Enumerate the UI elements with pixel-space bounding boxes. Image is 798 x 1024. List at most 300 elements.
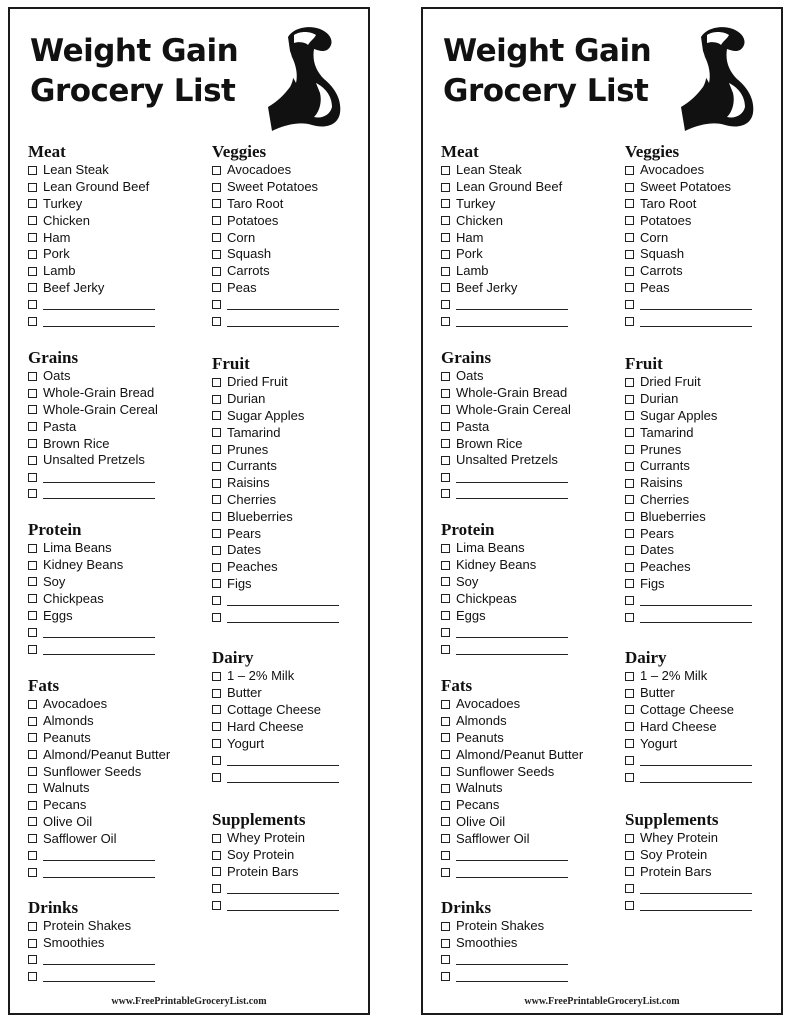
checkbox[interactable]: [212, 428, 221, 437]
checkbox[interactable]: [441, 939, 450, 948]
checkbox[interactable]: [441, 784, 450, 793]
checkbox[interactable]: [441, 199, 450, 208]
checkbox[interactable]: [625, 267, 634, 276]
section-title: Dairy: [212, 648, 254, 667]
section-title: Supplements: [625, 810, 719, 829]
write-in-line[interactable]: [43, 628, 155, 638]
checkbox[interactable]: [441, 183, 450, 192]
list-item: [28, 402, 158, 419]
checkbox[interactable]: [212, 579, 221, 588]
list-item: [212, 542, 339, 559]
list-item: [212, 441, 339, 458]
blank-entry: [441, 864, 583, 881]
checkbox[interactable]: [28, 439, 37, 448]
checkbox[interactable]: [625, 689, 634, 698]
list-item: [212, 685, 339, 702]
section-title: Fats: [441, 676, 473, 695]
write-in-line[interactable]: [43, 955, 155, 965]
checkbox[interactable]: [212, 495, 221, 504]
list-item: [212, 229, 339, 246]
blank-entry: [441, 469, 571, 486]
checkbox[interactable]: [625, 166, 634, 175]
checkbox[interactable]: [441, 628, 450, 637]
list-title: [30, 31, 238, 111]
checkbox[interactable]: [28, 561, 37, 570]
write-in-line[interactable]: [456, 489, 568, 499]
checkbox[interactable]: [441, 717, 450, 726]
list-item: [625, 702, 752, 719]
list-item: [212, 847, 339, 864]
write-in-line[interactable]: [640, 596, 752, 606]
section-title: Supplements: [212, 810, 306, 829]
checkbox[interactable]: [441, 267, 450, 276]
checkbox[interactable]: [28, 868, 37, 877]
checkbox[interactable]: [212, 773, 221, 782]
checkbox[interactable]: [212, 183, 221, 192]
blank-entry: [625, 609, 752, 626]
checkbox[interactable]: [212, 613, 221, 622]
checkbox[interactable]: [625, 722, 634, 731]
checkbox[interactable]: [28, 473, 37, 482]
section-title: Dairy: [625, 648, 667, 667]
checkbox[interactable]: [441, 544, 450, 553]
checkbox[interactable]: [28, 283, 37, 292]
checkbox[interactable]: [212, 395, 221, 404]
write-in-line[interactable]: [43, 300, 155, 310]
checkbox[interactable]: [28, 594, 37, 603]
list-item: [28, 590, 155, 607]
checkbox[interactable]: [625, 428, 634, 437]
write-in-line[interactable]: [456, 300, 568, 310]
checkbox[interactable]: [441, 700, 450, 709]
write-in-line[interactable]: [43, 645, 155, 655]
item-label: Sweet Potatoes: [227, 179, 319, 195]
checkbox[interactable]: [441, 233, 450, 242]
item-label: Butter: [640, 685, 675, 701]
checkbox[interactable]: [441, 389, 450, 398]
checkbox[interactable]: [441, 611, 450, 620]
blank-entry: [441, 624, 568, 641]
checkbox[interactable]: [28, 611, 37, 620]
checkbox[interactable]: [212, 512, 221, 521]
write-in-line[interactable]: [640, 317, 752, 327]
checkbox[interactable]: [212, 445, 221, 454]
checkbox[interactable]: [625, 672, 634, 681]
item-label: Pears: [640, 525, 674, 541]
checkbox[interactable]: [28, 422, 37, 431]
list-item: [212, 718, 339, 735]
list-item: [28, 713, 170, 730]
checkbox[interactable]: [625, 834, 634, 843]
item-label: Brown Rice: [43, 435, 110, 451]
checkbox[interactable]: [441, 439, 450, 448]
checkbox[interactable]: [212, 479, 221, 488]
list-item: [441, 918, 568, 935]
checkbox[interactable]: [625, 283, 634, 292]
checkbox[interactable]: [625, 411, 634, 420]
checkbox[interactable]: [441, 422, 450, 431]
checkbox[interactable]: [441, 317, 450, 326]
list-item: [212, 525, 339, 542]
checkbox[interactable]: [625, 216, 634, 225]
checkbox[interactable]: [28, 489, 37, 498]
checkbox[interactable]: [28, 750, 37, 759]
section-drinks: [441, 899, 568, 985]
list-item: [28, 385, 158, 402]
checkbox[interactable]: [212, 672, 221, 681]
checkbox[interactable]: [28, 834, 37, 843]
checkbox[interactable]: [625, 300, 634, 309]
blank-entry: [212, 592, 339, 609]
checkbox[interactable]: [28, 166, 37, 175]
list-item: [28, 435, 158, 452]
blank-entry: [441, 968, 568, 985]
write-in-line[interactable]: [640, 884, 752, 894]
checkbox[interactable]: [625, 773, 634, 782]
item-label: Raisins: [227, 475, 270, 491]
checkbox[interactable]: [212, 283, 221, 292]
checkbox[interactable]: [625, 378, 634, 387]
checkbox[interactable]: [28, 700, 37, 709]
write-in-line[interactable]: [43, 473, 155, 483]
section-title: Drinks: [441, 898, 492, 917]
checkbox[interactable]: [441, 577, 450, 586]
checkbox[interactable]: [212, 689, 221, 698]
item-label: Prunes: [227, 441, 269, 457]
list-item: [28, 780, 170, 797]
item-label: Peas: [640, 279, 670, 295]
checkbox[interactable]: [625, 479, 634, 488]
item-label: Almonds: [456, 713, 507, 729]
list-item: [625, 424, 752, 441]
checkbox[interactable]: [28, 717, 37, 726]
item-label: Currants: [227, 458, 277, 474]
checkbox[interactable]: [212, 216, 221, 225]
flexed-arm-icon: [677, 21, 759, 131]
checkbox[interactable]: [28, 817, 37, 826]
checkbox[interactable]: [28, 389, 37, 398]
checkbox[interactable]: [441, 801, 450, 810]
checkbox[interactable]: [441, 372, 450, 381]
write-in-line[interactable]: [456, 955, 568, 965]
checkbox[interactable]: [28, 300, 37, 309]
checkbox[interactable]: [212, 546, 221, 555]
checkbox[interactable]: [28, 955, 37, 964]
checkbox[interactable]: [441, 750, 450, 759]
checkbox[interactable]: [28, 216, 37, 225]
checkbox[interactable]: [212, 462, 221, 471]
write-in-line[interactable]: [43, 489, 155, 499]
checkbox[interactable]: [28, 645, 37, 654]
item-label: Cherries: [640, 491, 690, 507]
checkbox[interactable]: [441, 250, 450, 259]
checkbox[interactable]: [28, 767, 37, 776]
checkbox[interactable]: [625, 546, 634, 555]
write-in-line[interactable]: [43, 851, 155, 861]
list-item: [28, 607, 155, 624]
checkbox[interactable]: [441, 594, 450, 603]
checkbox[interactable]: [441, 216, 450, 225]
write-in-line[interactable]: [43, 317, 155, 327]
checkbox[interactable]: [625, 395, 634, 404]
write-in-line[interactable]: [227, 596, 339, 606]
item-label: Sunflower Seeds: [43, 763, 142, 779]
blank-entry: [441, 296, 568, 313]
item-label: Cottage Cheese: [640, 701, 734, 717]
item-label: Beef Jerky: [43, 279, 105, 295]
checkbox[interactable]: [441, 834, 450, 843]
item-label: Avocadoes: [640, 162, 705, 178]
item-label: Soy: [43, 573, 66, 589]
checkbox[interactable]: [28, 317, 37, 326]
checkbox[interactable]: [212, 199, 221, 208]
checkbox[interactable]: [625, 563, 634, 572]
write-in-line[interactable]: [43, 868, 155, 878]
checkbox[interactable]: [625, 250, 634, 259]
section-title: Meat: [28, 142, 66, 161]
checkbox[interactable]: [625, 495, 634, 504]
list-item: [625, 391, 752, 408]
blank-entry: [441, 847, 583, 864]
item-label: Lean Ground Beef: [456, 179, 563, 195]
write-in-line[interactable]: [227, 884, 339, 894]
checkbox[interactable]: [28, 544, 37, 553]
checkbox[interactable]: [625, 183, 634, 192]
item-label: Almonds: [43, 713, 94, 729]
checkbox[interactable]: [212, 884, 221, 893]
checkbox[interactable]: [212, 867, 221, 876]
write-in-line[interactable]: [43, 972, 155, 982]
checkbox[interactable]: [28, 922, 37, 931]
checkbox[interactable]: [625, 317, 634, 326]
checkbox[interactable]: [212, 901, 221, 910]
item-label: Walnuts: [456, 780, 503, 796]
item-label: Safflower Oil: [43, 830, 117, 846]
checkbox[interactable]: [212, 378, 221, 387]
checkbox[interactable]: [625, 579, 634, 588]
item-label: Carrots: [640, 263, 683, 279]
checkbox[interactable]: [441, 972, 450, 981]
checkbox[interactable]: [28, 372, 37, 381]
checkbox[interactable]: [625, 739, 634, 748]
checkbox[interactable]: [212, 166, 221, 175]
write-in-line[interactable]: [456, 628, 568, 638]
list-item: [625, 864, 752, 881]
item-label: Whey Protein: [640, 830, 719, 846]
checkbox[interactable]: [212, 233, 221, 242]
checkbox[interactable]: [441, 283, 450, 292]
item-label: Potatoes: [640, 212, 692, 228]
item-label: Brown Rice: [456, 435, 523, 451]
checkbox[interactable]: [28, 233, 37, 242]
blank-entry: [28, 296, 155, 313]
checkbox[interactable]: [28, 577, 37, 586]
checkbox[interactable]: [212, 250, 221, 259]
checkbox[interactable]: [28, 784, 37, 793]
item-label: Corn: [227, 229, 256, 245]
section-meat: [441, 143, 568, 330]
section-title: Fats: [28, 676, 60, 695]
item-label: Soy: [456, 573, 479, 589]
list-item: [625, 196, 752, 213]
checkbox[interactable]: [212, 756, 221, 765]
item-label: Sugar Apples: [227, 407, 305, 423]
write-in-line[interactable]: [456, 851, 568, 861]
checkbox[interactable]: [625, 445, 634, 454]
checkbox[interactable]: [441, 300, 450, 309]
item-label: Avocadoes: [456, 696, 521, 712]
checkbox[interactable]: [212, 300, 221, 309]
title-line-2: Grocery List: [30, 73, 236, 109]
checkbox[interactable]: [441, 561, 450, 570]
list-item: [212, 374, 339, 391]
write-in-line[interactable]: [456, 317, 568, 327]
write-in-line[interactable]: [456, 868, 568, 878]
checkbox[interactable]: [441, 851, 450, 860]
list-item: [441, 280, 568, 297]
checkbox[interactable]: [441, 456, 450, 465]
checkbox[interactable]: [441, 733, 450, 742]
checkbox[interactable]: [212, 596, 221, 605]
checkbox[interactable]: [28, 851, 37, 860]
checkbox[interactable]: [212, 705, 221, 714]
write-in-line[interactable]: [640, 613, 752, 623]
section-title: Grains: [28, 348, 79, 367]
write-in-line[interactable]: [456, 972, 568, 982]
checkbox[interactable]: [441, 955, 450, 964]
checkbox[interactable]: [625, 596, 634, 605]
blank-entry: [28, 313, 155, 330]
list-item: [441, 696, 583, 713]
checkbox[interactable]: [212, 851, 221, 860]
write-in-line[interactable]: [640, 773, 752, 783]
checkbox[interactable]: [441, 767, 450, 776]
write-in-line[interactable]: [456, 645, 568, 655]
list-item: [625, 830, 752, 847]
item-label: Safflower Oil: [456, 830, 530, 846]
list-item: [625, 458, 752, 475]
checkbox[interactable]: [212, 563, 221, 572]
list-item: [625, 559, 752, 576]
item-label: Almond/Peanut Butter: [456, 746, 584, 762]
list-item: [212, 246, 339, 263]
checkbox[interactable]: [625, 233, 634, 242]
checkbox[interactable]: [212, 317, 221, 326]
checkbox[interactable]: [441, 868, 450, 877]
title-line-2: Grocery List: [443, 73, 649, 109]
item-label: Olive Oil: [456, 813, 506, 829]
checkbox[interactable]: [625, 512, 634, 521]
write-in-line[interactable]: [227, 773, 339, 783]
checkbox[interactable]: [212, 411, 221, 420]
checkbox[interactable]: [28, 183, 37, 192]
checkbox[interactable]: [441, 166, 450, 175]
write-in-line[interactable]: [227, 300, 339, 310]
blank-entry: [212, 752, 339, 769]
checkbox[interactable]: [625, 867, 634, 876]
checkbox[interactable]: [28, 250, 37, 259]
checkbox[interactable]: [28, 405, 37, 414]
list-item: [212, 735, 339, 752]
list-item: [28, 746, 170, 763]
checkbox[interactable]: [441, 922, 450, 931]
checkbox[interactable]: [212, 834, 221, 843]
checkbox[interactable]: [28, 801, 37, 810]
write-in-line[interactable]: [640, 300, 752, 310]
write-in-line[interactable]: [640, 756, 752, 766]
section-title: Grains: [441, 348, 492, 367]
blank-entry: [28, 469, 158, 486]
item-label: Figs: [227, 575, 252, 591]
checkbox[interactable]: [441, 405, 450, 414]
blank-entry: [212, 296, 339, 313]
checkbox[interactable]: [625, 884, 634, 893]
section-title: Meat: [441, 142, 479, 161]
write-in-line[interactable]: [227, 317, 339, 327]
checkbox[interactable]: [625, 851, 634, 860]
checkbox[interactable]: [28, 733, 37, 742]
list-item: [441, 830, 583, 847]
checkbox[interactable]: [212, 267, 221, 276]
checkbox[interactable]: [625, 756, 634, 765]
list-item: [441, 540, 568, 557]
section-title: Fruit: [625, 354, 663, 373]
checkbox[interactable]: [28, 939, 37, 948]
write-in-line[interactable]: [640, 901, 752, 911]
checkbox[interactable]: [441, 817, 450, 826]
checkbox[interactable]: [28, 267, 37, 276]
checkbox[interactable]: [625, 462, 634, 471]
checkbox[interactable]: [625, 901, 634, 910]
checkbox[interactable]: [441, 473, 450, 482]
item-label: Chicken: [43, 212, 90, 228]
item-label: Protein Shakes: [43, 918, 132, 934]
blank-entry: [28, 486, 158, 503]
checkbox[interactable]: [28, 972, 37, 981]
checkbox[interactable]: [212, 529, 221, 538]
write-in-line[interactable]: [456, 473, 568, 483]
item-label: Oats: [43, 368, 71, 384]
list-item: [212, 408, 339, 425]
list-item: [212, 475, 339, 492]
checkbox[interactable]: [625, 529, 634, 538]
item-label: Raisins: [640, 475, 683, 491]
checkbox[interactable]: [625, 613, 634, 622]
item-label: Sugar Apples: [640, 407, 718, 423]
checkbox[interactable]: [441, 645, 450, 654]
item-label: Sunflower Seeds: [456, 763, 555, 779]
list-item: [625, 263, 752, 280]
item-label: Pasta: [456, 418, 490, 434]
checkbox[interactable]: [212, 739, 221, 748]
list-item: [441, 557, 568, 574]
checkbox[interactable]: [441, 489, 450, 498]
list-item: [625, 475, 752, 492]
write-in-line[interactable]: [227, 756, 339, 766]
write-in-line[interactable]: [227, 613, 339, 623]
list-item: [28, 179, 155, 196]
write-in-line[interactable]: [227, 901, 339, 911]
checkbox[interactable]: [212, 722, 221, 731]
checkbox[interactable]: [625, 705, 634, 714]
checkbox[interactable]: [625, 199, 634, 208]
item-label: Peaches: [227, 559, 278, 575]
item-label: Lima Beans: [456, 540, 525, 556]
footer-url: www.FreePrintableGroceryList.com: [111, 996, 267, 1007]
checkbox[interactable]: [28, 628, 37, 637]
checkbox[interactable]: [28, 456, 37, 465]
checkbox[interactable]: [28, 199, 37, 208]
